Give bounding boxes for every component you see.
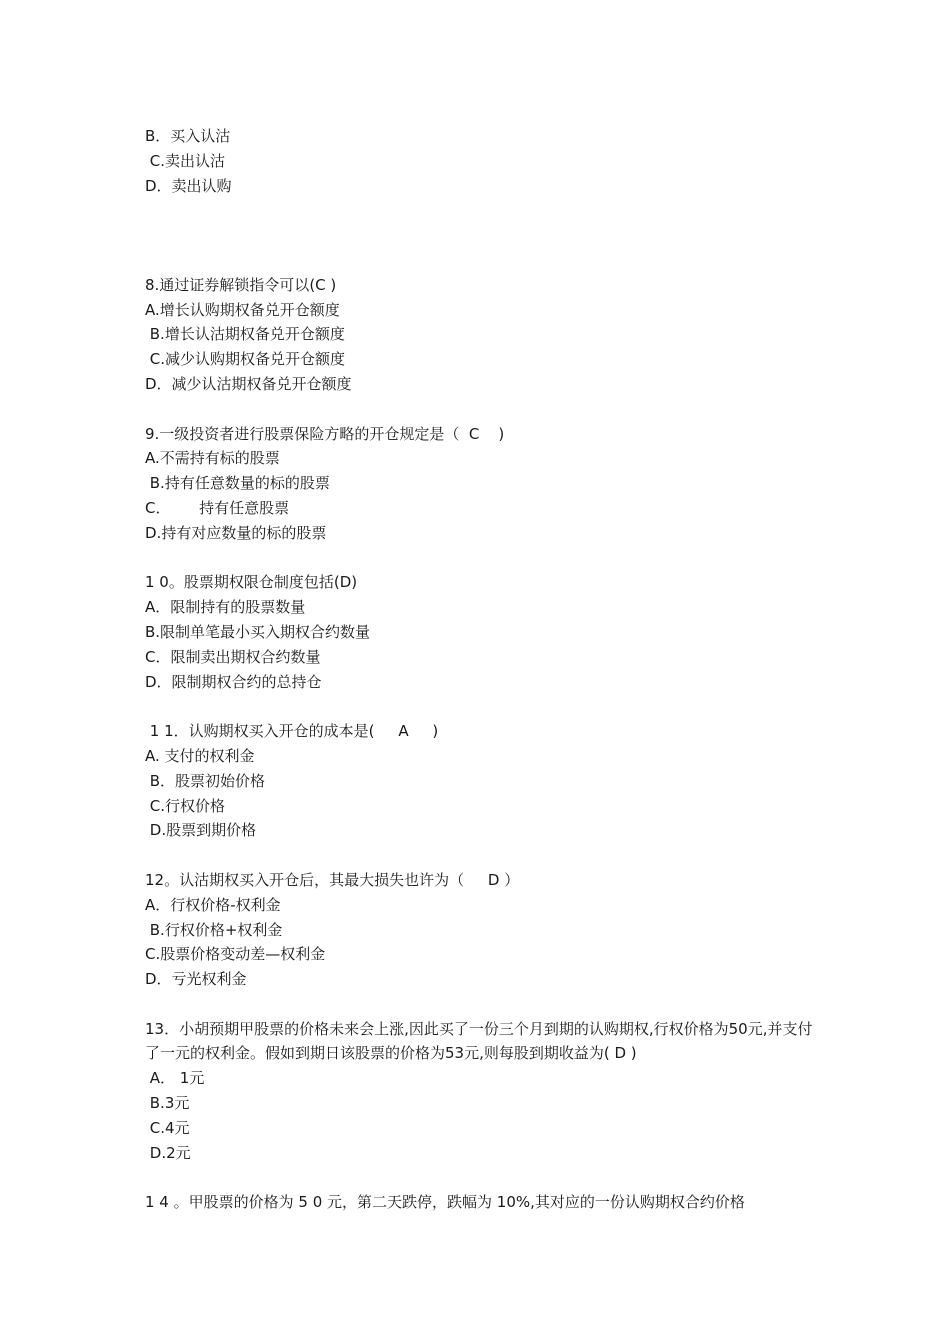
option-a: A.增长认购期权备兑开仓额度 <box>145 300 340 319</box>
option-a: A．行权价格-权利金 <box>145 895 281 914</box>
option-c: C．限制卖出期权合约数量 <box>145 647 321 666</box>
option-c: C.行权价格 <box>145 796 226 815</box>
option-b: B.增长认沽期权备兑开仓额度 <box>145 325 345 344</box>
option-d: D．卖出认购 <box>145 176 232 195</box>
question-8 <box>145 273 825 397</box>
option-b: B．股票初始价格 <box>145 771 266 790</box>
question-stem: 12。认沽期权买入开仓后，其最大损失也许为（ D ） <box>145 870 520 889</box>
option-d: D．亏光权利金 <box>145 970 247 989</box>
spacer <box>145 1165 825 1190</box>
spacer <box>145 694 825 719</box>
question-14 <box>145 1190 825 1215</box>
question-stem: 8.通过证券解锁指令可以(C ) <box>145 275 337 294</box>
question-13 <box>145 1017 825 1166</box>
spacer <box>145 992 825 1017</box>
option-d: D.持有对应数量的标的股票 <box>145 523 327 542</box>
question-stem: 9.一级投资者进行股票保险方略的开仓规定是（ C ) <box>145 424 505 443</box>
option-a: A．限制持有的股票数量 <box>145 598 306 617</box>
option-c: C． 持有任意股票 <box>145 498 290 517</box>
option-b: B．买入认沽 <box>145 127 231 145</box>
spacer <box>145 198 825 272</box>
spacer <box>145 397 825 422</box>
option-d: D．减少认沽期权备兑开仓额度 <box>145 374 352 393</box>
option-c: C.卖出认沽 <box>145 151 226 170</box>
document-body <box>145 124 825 1215</box>
spacer <box>145 843 825 868</box>
option-c: C.4元 <box>145 1118 190 1137</box>
option-b: B.限制单笔最小买入期权合约数量 <box>145 622 371 641</box>
option-c: C.股票价格变动差—权利金 <box>145 945 326 964</box>
question-stem: 1 1．认购期权买入开仓的成本是( A ) <box>145 722 439 741</box>
question-11 <box>145 719 825 843</box>
option-d: D.2元 <box>145 1143 191 1162</box>
question-10 <box>145 570 825 694</box>
question-stem: 1 4 。甲股票的价格为 5 0 元，第二天跌停，跌幅为 10%,其对应的一份认购期权合约价格 <box>145 1193 745 1212</box>
question-7-options <box>145 124 825 198</box>
option-c: C.减少认购期权备兑开仓额度 <box>145 350 346 369</box>
option-a: A． 1元 <box>145 1069 205 1088</box>
option-d: D.股票到期价格 <box>145 821 257 840</box>
question-stem: 13．小胡预期甲股票的价格未来会上涨,因此买了一份三个月到期的认购期权,行权价格为50元,并支付了一元的权利金。假如到期日该股票的价格为53元,则每股到期收益为( D ) <box>145 1019 813 1063</box>
option-b: B.3元 <box>145 1094 190 1113</box>
option-d: D．限制期权合约的总持仓 <box>145 672 322 691</box>
option-a: A. 支付的权利金 <box>145 746 255 765</box>
question-stem: 1 0。股票期权限仓制度包括(D) <box>145 573 358 592</box>
option-b: B.行权价格+权利金 <box>145 920 283 939</box>
option-b: B.持有任意数量的标的股票 <box>145 474 330 493</box>
option-a: A.不需持有标的股票 <box>145 449 280 468</box>
spacer <box>145 546 825 571</box>
question-9 <box>145 422 825 546</box>
question-12 <box>145 868 825 992</box>
